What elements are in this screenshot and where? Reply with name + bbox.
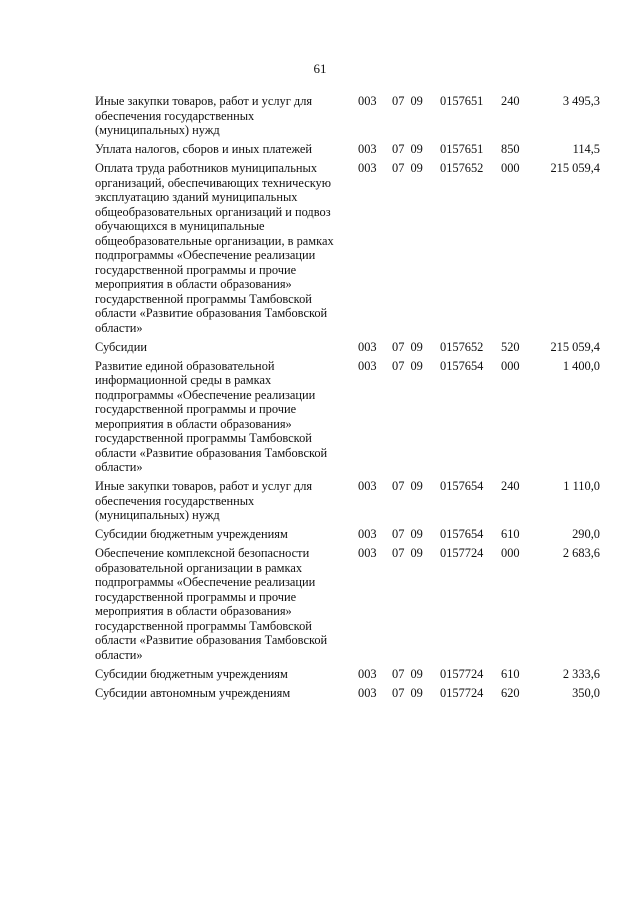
table-row [0, 340, 640, 355]
expense-type-code: 610 [501, 666, 520, 681]
item-name: Развитие единой образовательной информационной среды в рамках подпрограммы «Обеспечение реализации государственной программы и прочие мероприятия в области образования» государственной программы Тамбовской области «Развитие образования Тамбовской области» [95, 358, 328, 474]
item-name: Субсидии бюджетным учреждениям [95, 527, 288, 541]
amount: 1 400,0 [562, 358, 600, 373]
item-name: Субсидии бюджетным учреждениям [95, 666, 288, 681]
amount: 350,0 [572, 685, 600, 700]
target-article-code: 0157654 [440, 527, 484, 541]
section-code: 07 09 [392, 339, 423, 354]
department-code: 003 [358, 142, 377, 156]
expense-type-code: 240 [501, 479, 520, 493]
table-row [0, 667, 640, 682]
department-code: 003 [358, 685, 377, 700]
table-row [0, 94, 640, 138]
section-code: 07 09 [392, 527, 423, 541]
section-code: 07 09 [392, 666, 423, 681]
page-number: 61 [313, 61, 327, 76]
table-row [0, 359, 640, 475]
budget-table [0, 94, 640, 705]
department-code: 003 [358, 94, 377, 108]
item-name: Оплата труда работников муниципальных организаций, обеспечивающих техническую эксплуатацию зданий муниципальных общеобразовательных организаций и подвоз обучающихся в муниципальные общеобразовательные организации, в рамках подпрограммы «Обеспечение реализации государственной программы и прочие мероприятия в области образования» государственной программы Тамбовской области «Развитие образования Тамбовской области» [95, 161, 334, 335]
table-row [0, 686, 640, 701]
section-code: 07 09 [392, 161, 423, 175]
target-article-code: 0157652 [440, 161, 484, 175]
table-row [0, 527, 640, 542]
table-row [0, 161, 640, 335]
section-code: 07 09 [392, 479, 423, 493]
item-name: Иные закупки товаров, работ и услуг для обеспечения государственных (муниципальных) нужд [95, 479, 313, 522]
target-article-code: 0157654 [440, 358, 484, 373]
amount: 3 495,3 [562, 94, 600, 108]
department-code: 003 [358, 527, 377, 541]
amount: 215 059,4 [550, 161, 600, 175]
table-row [0, 546, 640, 662]
item-name: Иные закупки товаров, работ и услуг для обеспечения государственных (муниципальных) нужд [95, 94, 313, 137]
amount: 215 059,4 [550, 339, 600, 354]
department-code: 003 [358, 546, 377, 560]
section-code: 07 09 [392, 685, 423, 700]
department-code: 003 [358, 161, 377, 175]
target-article-code: 0157724 [440, 685, 484, 700]
expense-type-code: 000 [501, 546, 520, 560]
section-code: 07 09 [392, 358, 423, 373]
target-article-code: 0157651 [440, 94, 484, 108]
expense-type-code: 240 [501, 94, 520, 108]
expense-type-code: 850 [501, 142, 520, 156]
amount: 2 683,6 [562, 546, 600, 560]
target-article-code: 0157724 [440, 666, 484, 681]
item-name: Уплата налогов, сборов и иных платежей [95, 142, 313, 156]
expense-type-code: 610 [501, 527, 520, 541]
table-row [0, 479, 640, 523]
amount: 114,5 [572, 142, 600, 156]
section-code: 07 09 [392, 94, 423, 108]
item-name: Обеспечение комплексной безопасности образовательной организации в рамках подпрограммы «Обеспечение реализации государственной программы и прочие мероприятия в области образования» государственной программы Тамбовской области «Развитие образования Тамбовской области» [95, 546, 328, 662]
item-name: Субсидии автономным учреждениям [95, 685, 291, 700]
target-article-code: 0157652 [440, 339, 484, 354]
department-code: 003 [358, 339, 377, 354]
target-article-code: 0157651 [440, 142, 484, 156]
expense-type-code: 000 [501, 161, 520, 175]
target-article-code: 0157654 [440, 479, 484, 493]
amount: 290,0 [572, 527, 600, 541]
target-article-code: 0157724 [440, 546, 484, 560]
department-code: 003 [358, 358, 377, 373]
section-code: 07 09 [392, 142, 423, 156]
expense-type-code: 000 [501, 358, 520, 373]
expense-type-code: 520 [501, 339, 520, 354]
table-row [0, 142, 640, 157]
amount: 1 110,0 [563, 479, 600, 493]
amount: 2 333,6 [562, 666, 600, 681]
expense-type-code: 620 [501, 685, 520, 700]
item-name: Субсидии [95, 339, 147, 354]
department-code: 003 [358, 666, 377, 681]
department-code: 003 [358, 479, 377, 493]
section-code: 07 09 [392, 546, 423, 560]
